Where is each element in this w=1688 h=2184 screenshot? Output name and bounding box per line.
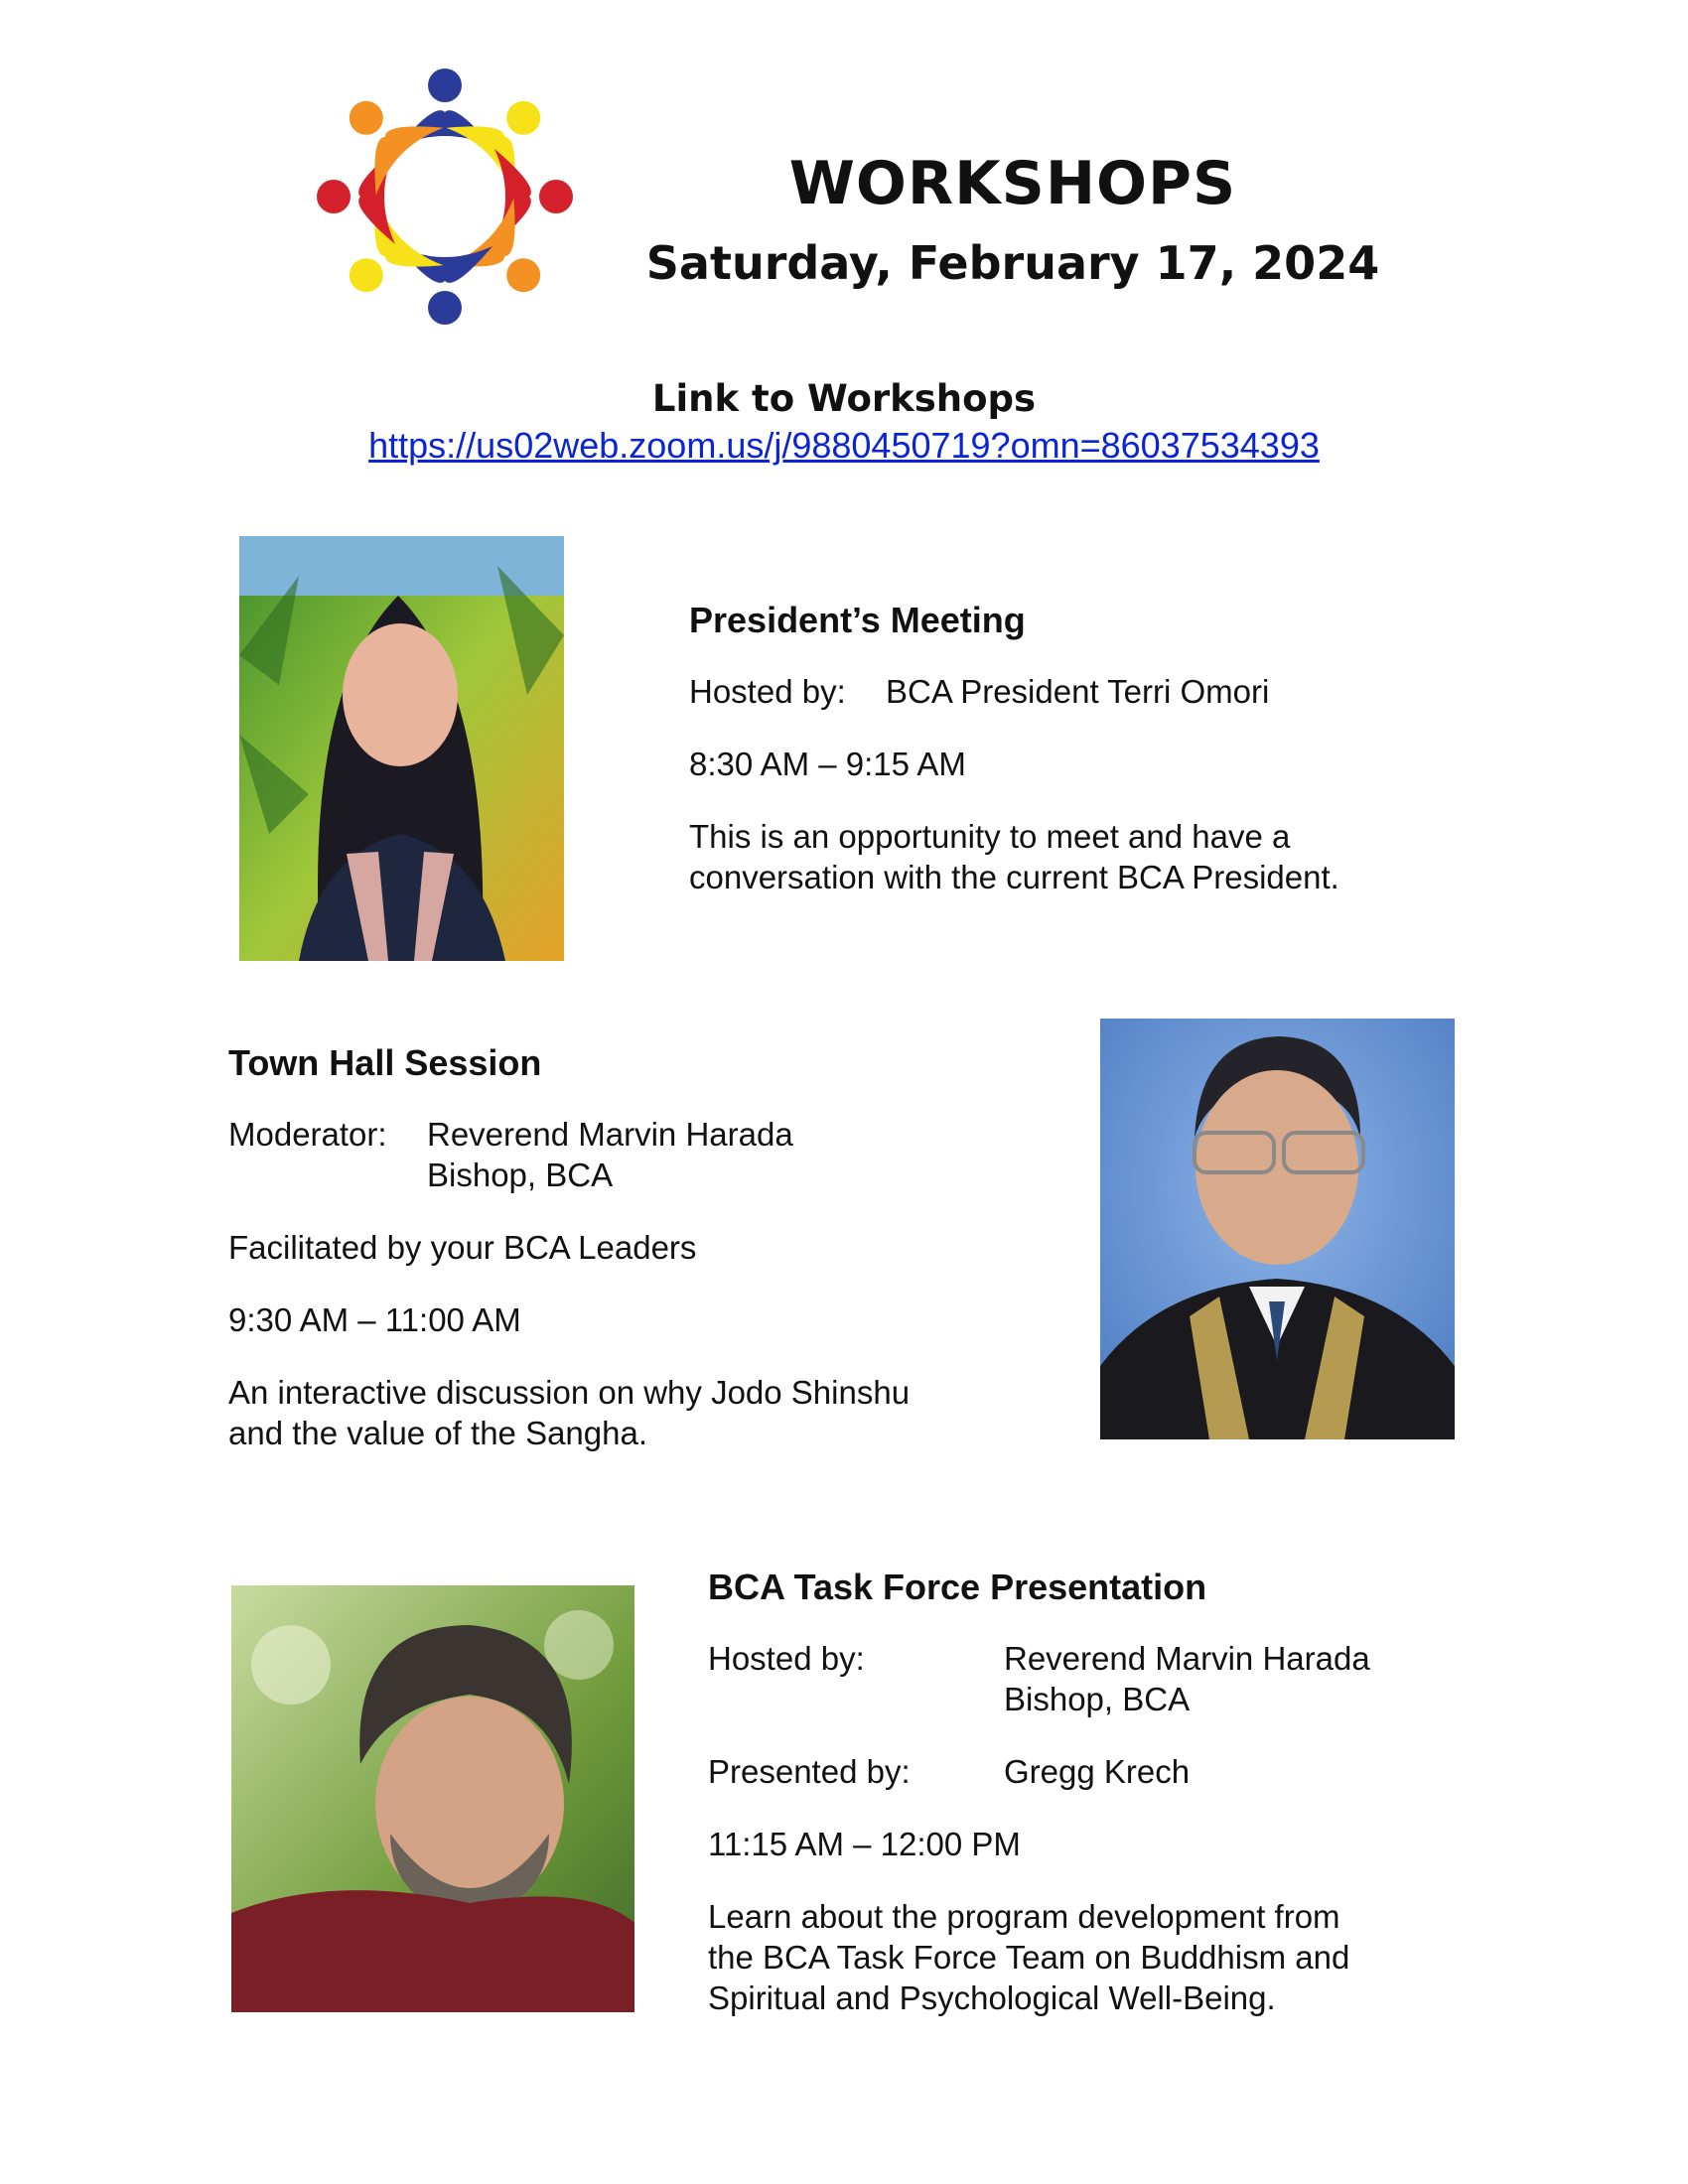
town-hall-section bbox=[228, 1042, 1023, 1453]
bishop-photo bbox=[1100, 1019, 1455, 1439]
section-title: President’s Meeting bbox=[689, 600, 1026, 640]
zoom-link[interactable]: https://us02web.zoom.us/j/9880450719?omn=86037534393 bbox=[368, 425, 1320, 466]
hosted-row bbox=[689, 671, 1483, 712]
page-title: WORKSHOPS bbox=[788, 149, 1237, 218]
moderator-value bbox=[427, 1114, 793, 1195]
moderator-title: Bishop, BCA bbox=[427, 1157, 614, 1193]
presented-row bbox=[708, 1751, 1552, 1792]
host-title: Bishop, BCA bbox=[1004, 1681, 1191, 1717]
session-time: 9:30 AM – 11:00 AM bbox=[228, 1301, 521, 1338]
event-date: Saturday, February 17, 2024 bbox=[645, 236, 1380, 290]
logo bbox=[316, 68, 574, 326]
presented-label: Presented by: bbox=[708, 1753, 911, 1790]
host-name: Reverend Marvin Harada bbox=[1004, 1640, 1370, 1677]
description-line: Spiritual and Psychological Well-Being. bbox=[708, 1979, 1276, 2016]
description-line: the BCA Task Force Team on Buddhism and bbox=[708, 1939, 1350, 1976]
link-label: Link to Workshops bbox=[651, 377, 1037, 420]
session-time: 8:30 AM – 9:15 AM bbox=[689, 746, 966, 782]
description-line: Learn about the program development from bbox=[708, 1898, 1340, 1935]
section-title: BCA Task Force Presentation bbox=[708, 1567, 1207, 1607]
hosted-label: Hosted by: bbox=[689, 673, 846, 710]
hosted-label: Hosted by: bbox=[708, 1640, 865, 1677]
section-title: Town Hall Session bbox=[228, 1042, 542, 1083]
people-circle-logo-icon bbox=[316, 68, 574, 326]
presidents-meeting-section bbox=[689, 600, 1483, 897]
hosted-row bbox=[708, 1638, 1552, 1719]
president-photo bbox=[239, 536, 564, 961]
hosted-value bbox=[1004, 1638, 1370, 1719]
description-line: and the value of the Sangha. bbox=[228, 1415, 648, 1451]
description-line: This is an opportunity to meet and have a bbox=[689, 818, 1291, 855]
moderator-name: Reverend Marvin Harada bbox=[427, 1116, 793, 1153]
gregg-krech-photo bbox=[231, 1585, 634, 2012]
session-time: 11:15 AM – 12:00 PM bbox=[708, 1826, 1021, 1862]
moderator-label: Moderator: bbox=[228, 1116, 387, 1153]
moderator-row bbox=[228, 1114, 1023, 1195]
facilitated-by: Facilitated by your BCA Leaders bbox=[228, 1229, 697, 1266]
description-line: An interactive discussion on why Jodo Shinshu bbox=[228, 1374, 911, 1411]
presented-value: Gregg Krech bbox=[1004, 1753, 1191, 1790]
task-force-section bbox=[708, 1567, 1552, 2018]
description-line: conversation with the current BCA President. bbox=[689, 859, 1339, 895]
hosted-value: BCA President Terri Omori bbox=[886, 673, 1270, 710]
